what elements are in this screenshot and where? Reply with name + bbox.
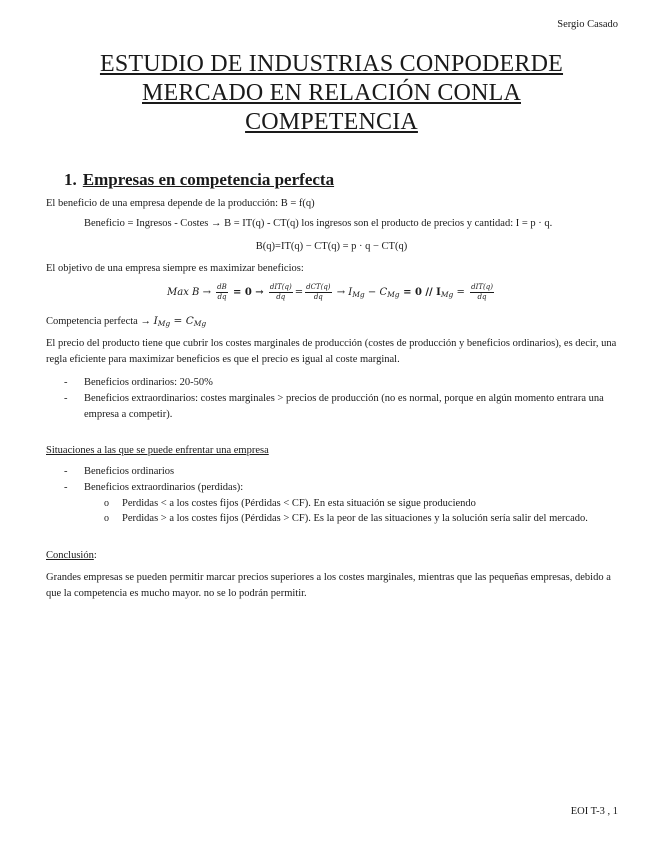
perfect-sub: Mg	[193, 319, 207, 328]
frac-den: dq	[217, 293, 227, 301]
fraction-dct-dq	[305, 283, 331, 302]
frac-den: dq	[276, 293, 286, 301]
conclusion-label: Conclusión	[46, 550, 94, 561]
fraction-dit-dq	[269, 283, 293, 302]
list-item: - Beneficios extraordinarios: costes marginales > precios de producción (no es normal, porque en algún momento entrara una empresa a competir).	[46, 391, 617, 423]
intro-text: El beneficio de una empresa depende de la producción: B = f(q)	[46, 198, 315, 209]
list-item: - Beneficios ordinarios: 20-50%	[46, 375, 617, 391]
frac-num: dIT(q)	[471, 283, 493, 291]
conclusion-heading	[46, 548, 617, 564]
eq-zero: = 0 →	[232, 287, 264, 298]
frac-num: dIT(q)	[269, 283, 292, 291]
perfect-eq-c: = C	[170, 315, 194, 327]
conclusion-text: Grandes empresas se pueden permitir marcar precios superiores a los costes marginales, mientras que las pequeñas empresas, debido a que la competencia es mucho mayor. no se lo podrán permitir.	[46, 572, 611, 599]
benefit-list	[46, 375, 617, 422]
frac-num: dB	[217, 283, 227, 291]
page-footer: EOI T-3 , 1	[570, 806, 618, 817]
title-line-3: COMPETENCIA	[245, 109, 418, 135]
list-item: - Beneficios ordinarios	[46, 464, 617, 480]
list-item: - Beneficios extraordinarios (perdidas):	[46, 480, 617, 496]
eq-zero-slash: = 0 // I	[399, 287, 441, 298]
sub-list-item: o Perdidas > a los costes fijos (Pérdidas > CF). Es la peor de las situaciones y la solución sería salir del mercado.	[46, 511, 617, 527]
perfect-sub: Mg	[157, 319, 171, 328]
sub-list-item: o Perdidas < a los costes fijos (Pérdidas < CF). En esta situación se sigue produciendo	[46, 496, 617, 512]
eq-sign: =	[294, 287, 304, 298]
section-number: 1.	[64, 170, 77, 189]
eq-sign-2: =	[453, 287, 465, 298]
section-heading	[64, 167, 334, 193]
sub-mg: Mg	[352, 290, 365, 299]
sub-mg: Mg	[440, 290, 454, 299]
fraction-dit-dq-2	[470, 283, 494, 302]
formula-bq: B(q)=IT(q) − CT(q) = p · q − CT(q)	[255, 241, 408, 252]
section-title: Empresas en competencia perfecta	[82, 170, 335, 189]
title-line-1: ESTUDIO DE INDUSTRIAS CONPODERDE	[99, 51, 564, 77]
max-b: Max B →	[167, 287, 211, 298]
fraction-db-dq	[216, 283, 228, 302]
objective-text: El objetivo de una empresa siempre es maximizar beneficios:	[46, 263, 304, 274]
sub-mg: Mg	[387, 290, 400, 299]
title-line-2: MERCADO EN RELACIÓN CONLA	[142, 80, 521, 106]
header-author: Sergio Casado	[557, 19, 618, 30]
formula-benefit: Beneficio = Ingresos - Costes → B = IT(q) - CT(q) los ingresos son el producto de precios y cantidad: I = p · q.	[84, 218, 553, 229]
document-title	[46, 50, 617, 137]
situations-list	[46, 464, 617, 527]
frac-num: dCT(q)	[306, 283, 331, 291]
perfect-competition-line	[46, 314, 617, 330]
perfect-label: Competencia perfecta →	[46, 316, 151, 327]
arrow-i: → I	[336, 287, 353, 298]
frac-den: dq	[477, 293, 487, 301]
price-paragraph: El precio del producto tiene que cubrir los costes marginales de producción (costes de producción y beneficios ordinarios), es decir, una regla eficiente para maximizar beneficios es que el precio es igual al coste marginal.	[46, 338, 617, 365]
situations-heading: Situaciones a las que se puede enfrentar una empresa	[46, 445, 269, 456]
max-equation	[46, 283, 617, 302]
minus-c: − C	[364, 287, 388, 298]
frac-den: dq	[313, 293, 323, 301]
conclusion-colon: :	[93, 550, 97, 561]
perfect-i: I	[153, 315, 158, 327]
